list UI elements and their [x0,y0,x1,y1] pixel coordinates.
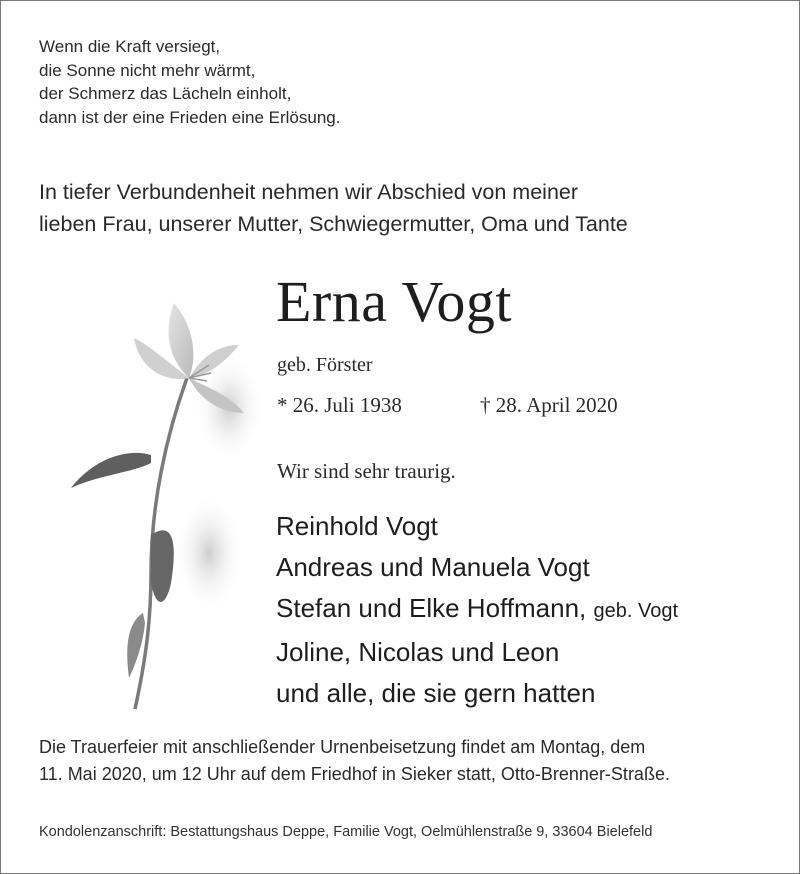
stem-shadow [174,493,244,613]
lily-leaf-left [71,453,151,488]
death-date: † 28. April 2020 [480,393,618,417]
mourners-list [276,506,678,714]
birth-date: * 26. Juli 1938 [277,393,402,417]
intro-line: lieben Frau, unserer Mutter, Schwiegermutter, Oma und Tante [39,212,628,236]
intro-text [39,176,628,240]
poem-line: dann ist der eine Frieden eine Erlösung. [39,107,341,127]
funeral-notice [39,734,670,788]
condolence-address: Kondolenzanschrift: Bestattungshaus Deppe, Familie Vogt, Oelmühlenstraße 9, 33604 Bielefeld [39,824,653,840]
poem-line: der Schmerz das Lächeln einholt, [39,84,292,103]
funeral-line: 11. Mai 2020, um 12 Uhr auf dem Friedhof in Sieker statt, Otto-Brenner-Straße. [39,764,670,784]
life-dates [277,391,618,419]
mourner-line: Reinhold Vogt [276,511,438,541]
mourner-line: Joline, Nicolas und Leon [276,637,560,667]
mourner-maiden-name: geb. Vogt [593,600,679,622]
lily-flower-illustration [39,283,269,713]
lily-leaf-right [151,530,174,602]
maiden-name: geb. Förster [277,354,373,376]
intro-line: In tiefer Verbundenheit nehmen wir Abschied von meiner [39,180,579,204]
sad-note: Wir sind sehr traurig. [277,459,456,483]
mourner-line [276,588,678,632]
poem-line: Wenn die Kraft versiegt, [39,37,221,56]
mourner-line: und alle, die sie gern hatten [276,678,596,708]
deceased-name: Erna Vogt [276,269,512,334]
mourner-names: Stefan und Elke Hoffmann, [276,593,587,623]
funeral-line: Die Trauerfeier mit anschließender Urnenbeisetzung findet am Montag, dem [39,737,646,757]
poem-line: die Sonne nicht mehr wärmt, [39,60,256,80]
mourner-line: Andreas und Manuela Vogt [276,552,590,582]
poem [39,35,340,129]
